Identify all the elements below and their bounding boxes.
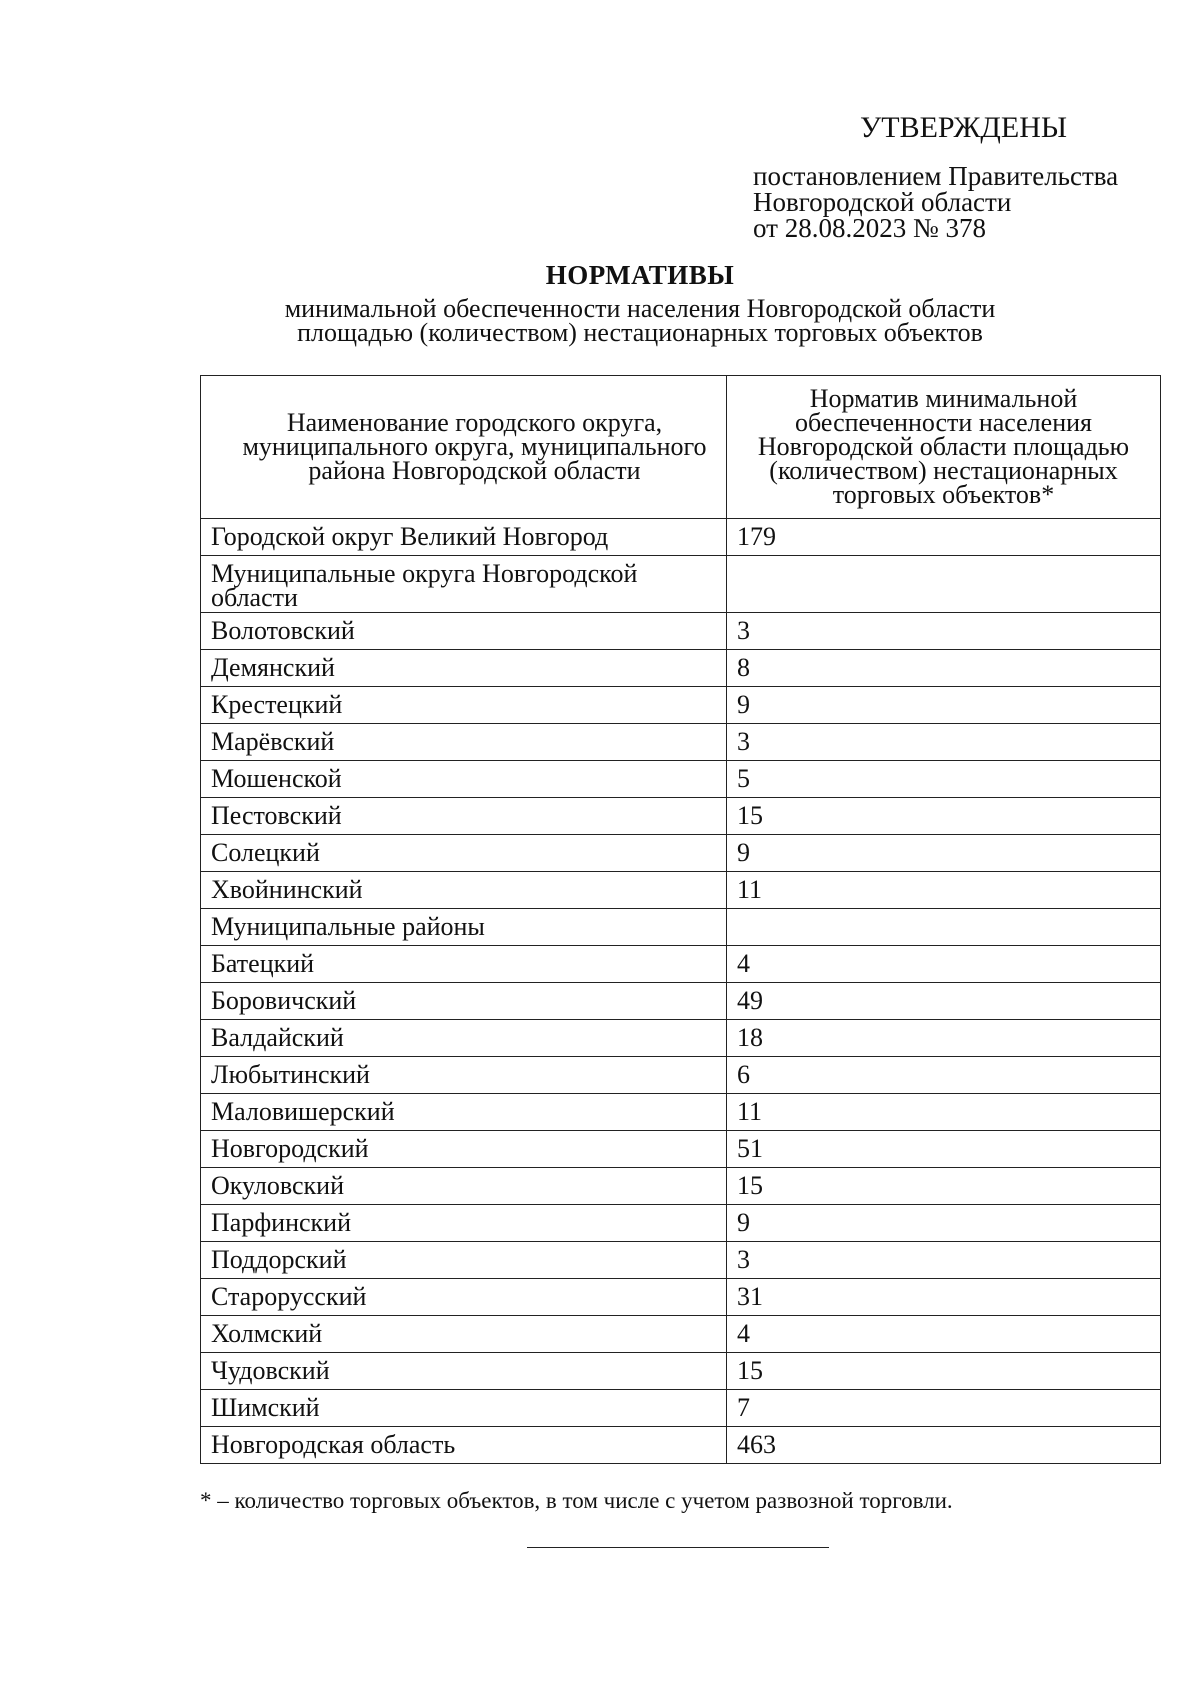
territory-cell: Муниципальные районы [201, 909, 727, 946]
territory-cell: Пестовский [201, 798, 727, 835]
table-row [201, 1057, 1161, 1094]
table-header-row [201, 376, 1161, 519]
table-row [201, 872, 1161, 909]
table-row [201, 798, 1161, 835]
table-body [201, 519, 1161, 1464]
table-row [201, 556, 1161, 613]
territory-cell: Марёвский [201, 724, 727, 761]
table-row [201, 1427, 1161, 1464]
territory-cell: Любытинский [201, 1057, 727, 1094]
norm-value-cell [727, 556, 1161, 613]
territory-cell: Старорусский [201, 1279, 727, 1316]
norm-value-cell [727, 909, 1161, 946]
approval-block [753, 111, 1173, 243]
territory-cell: Городской округ Великий Новгород [201, 519, 727, 556]
territory-cell: Окуловский [201, 1168, 727, 1205]
footnote: * – количество торговых объектов, в том числе с учетом развозной торговли. [200, 1488, 953, 1513]
norm-value-cell: 3 [727, 724, 1161, 761]
table-row [201, 1353, 1161, 1390]
norm-value-cell: 6 [727, 1057, 1161, 1094]
norm-value-cell: 31 [727, 1279, 1161, 1316]
subtitle-line: минимальной обеспеченности населения Новгородской области [284, 294, 996, 323]
territory-cell: Муниципальные округа Новгородской области [201, 556, 727, 613]
norms-table [200, 375, 1161, 1464]
norm-value-cell: 4 [727, 946, 1161, 983]
table-row [201, 724, 1161, 761]
document-title: НОРМАТИВЫ [545, 260, 735, 290]
table-row [201, 946, 1161, 983]
norm-value-cell: 4 [727, 1316, 1161, 1353]
norm-value-cell: 51 [727, 1131, 1161, 1168]
norm-value-cell: 9 [727, 1205, 1161, 1242]
territory-cell: Маловишерский [201, 1094, 727, 1131]
table-row [201, 1168, 1161, 1205]
approval-title: УТВЕРЖДЕНЫ [860, 111, 1068, 144]
table-row [201, 519, 1161, 556]
territory-cell: Шимский [201, 1390, 727, 1427]
territory-cell: Хвойнинский [201, 872, 727, 909]
table-row [201, 1390, 1161, 1427]
norm-value-cell: 9 [727, 835, 1161, 872]
territory-cell: Поддорский [201, 1242, 727, 1279]
table-row [201, 1131, 1161, 1168]
norm-value-cell: 15 [727, 1168, 1161, 1205]
territory-cell: Солецкий [201, 835, 727, 872]
norm-value-cell: 5 [727, 761, 1161, 798]
approval-line: постановлением Правительства [753, 161, 1119, 191]
norm-value-cell: 3 [727, 613, 1161, 650]
table-row [201, 1020, 1161, 1057]
header-cell-norm: Норматив минимальной обеспеченности населения Новгородской области площадью (количеством) нестационарных торговых объектов* [727, 376, 1161, 519]
norm-value-cell: 15 [727, 1353, 1161, 1390]
norm-value-cell: 11 [727, 872, 1161, 909]
norm-value-cell: 18 [727, 1020, 1161, 1057]
territory-cell: Боровичский [201, 983, 727, 1020]
approval-line: от 28.08.2023 № 378 [753, 213, 986, 243]
table-row [201, 1279, 1161, 1316]
table-row [201, 835, 1161, 872]
document-subtitle [0, 294, 1200, 347]
table-row [201, 1242, 1161, 1279]
table-row [201, 650, 1161, 687]
table-row [201, 1205, 1161, 1242]
territory-cell: Демянский [201, 650, 727, 687]
table-row [201, 613, 1161, 650]
norm-value-cell: 9 [727, 687, 1161, 724]
territory-cell: Мошенской [201, 761, 727, 798]
subtitle-line: площадью (количеством) нестационарных торговых объектов [297, 318, 983, 347]
territory-cell: Батецкий [201, 946, 727, 983]
table-row [201, 983, 1161, 1020]
territory-cell: Чудовский [201, 1353, 727, 1390]
norm-value-cell: 463 [727, 1427, 1161, 1464]
territory-cell: Крестецкий [201, 687, 727, 724]
territory-cell: Парфинский [201, 1205, 727, 1242]
table-row [201, 761, 1161, 798]
territory-cell: Волотовский [201, 613, 727, 650]
norm-value-cell: 8 [727, 650, 1161, 687]
header-cell-territory: Наименование городского округа, муниципального округа, муниципального района Новгородской области [201, 376, 727, 519]
norm-value-cell: 7 [727, 1390, 1161, 1427]
norm-value-cell: 49 [727, 983, 1161, 1020]
table-row [201, 1316, 1161, 1353]
end-divider [527, 1547, 829, 1548]
table-row [201, 687, 1161, 724]
territory-cell: Новгородская область [201, 1427, 727, 1464]
territory-cell: Холмский [201, 1316, 727, 1353]
table-row [201, 1094, 1161, 1131]
table-row [201, 909, 1161, 946]
territory-cell: Валдайский [201, 1020, 727, 1057]
norm-value-cell: 3 [727, 1242, 1161, 1279]
territory-cell: Новгородский [201, 1131, 727, 1168]
norm-value-cell: 11 [727, 1094, 1161, 1131]
approval-line: Новгородской области [753, 187, 1012, 217]
norm-value-cell: 15 [727, 798, 1161, 835]
norm-value-cell: 179 [727, 519, 1161, 556]
